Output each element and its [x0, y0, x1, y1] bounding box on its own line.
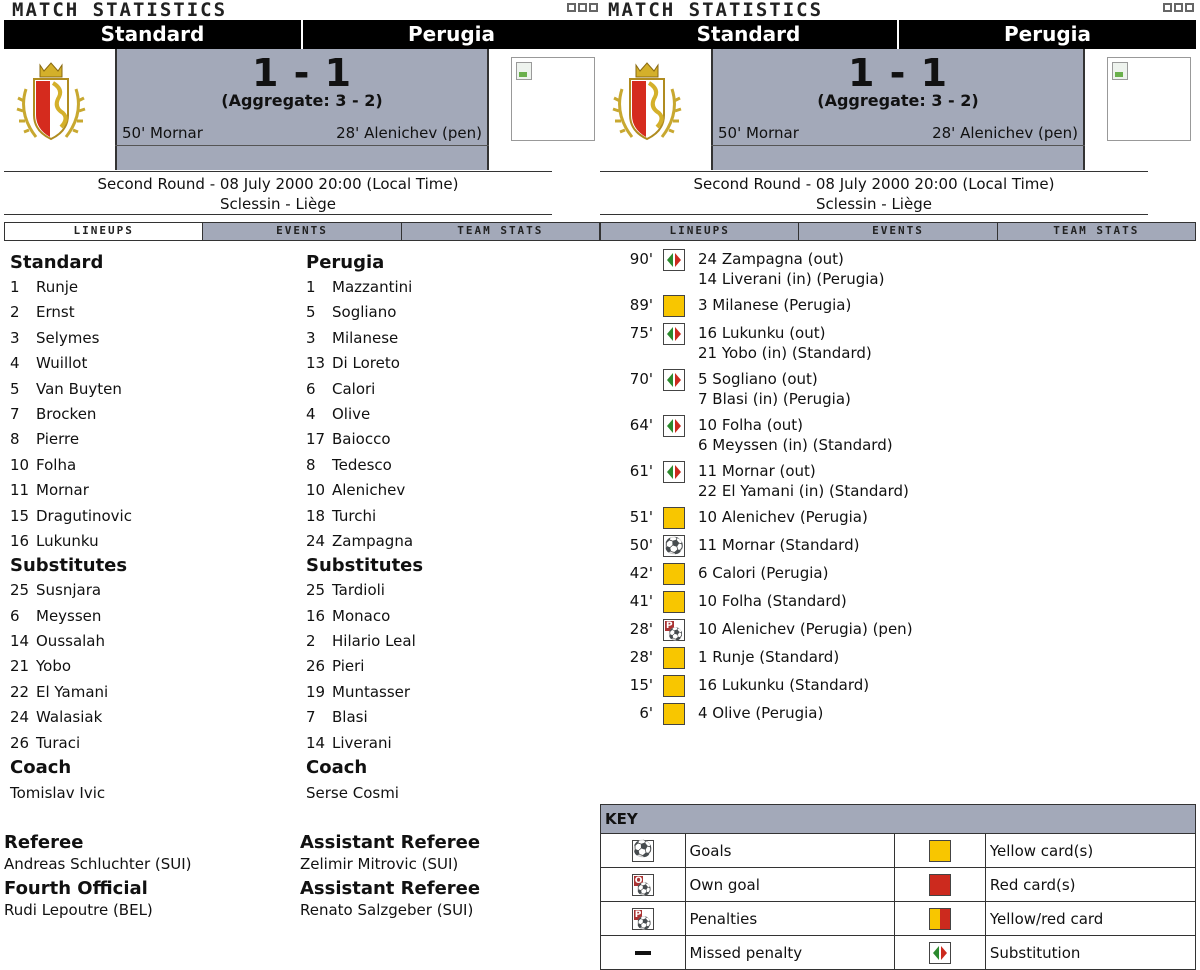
substitute-row[interactable]	[10, 578, 300, 603]
scorers-row	[122, 124, 482, 142]
player-row[interactable]	[306, 402, 596, 427]
player-name: Di Loreto	[332, 354, 400, 373]
home-team-heading: Standard	[10, 252, 104, 273]
player-row[interactable]	[306, 529, 596, 554]
official-role: Assistant Referee	[300, 878, 481, 899]
yellow-card-icon	[663, 703, 685, 725]
player-name: Blasi	[332, 708, 368, 727]
player-row[interactable]	[10, 478, 300, 503]
match-stats-events-panel	[600, 0, 1196, 970]
score-panel	[711, 49, 1085, 170]
substitution-icon	[663, 369, 685, 391]
player-number: 1	[10, 278, 20, 296]
substitute-row[interactable]	[306, 578, 596, 603]
page-title: MATCH STATISTICS	[608, 0, 824, 21]
window-controls	[1163, 3, 1194, 12]
player-name: Milanese	[332, 328, 399, 347]
key-label: Own goal	[685, 868, 895, 902]
event-description	[698, 675, 869, 697]
home-team-name[interactable]: Standard	[4, 20, 303, 49]
player-row[interactable]	[10, 504, 300, 529]
event-row[interactable]	[600, 461, 1196, 501]
home-lineup	[10, 251, 300, 806]
event-description	[698, 369, 851, 409]
window-button-icon[interactable]	[567, 3, 576, 12]
official-name[interactable]: Zelimir Mitrovic (SUI)	[300, 855, 459, 873]
player-number: 11	[10, 481, 30, 500]
event-text-secondary: 22 El Yamani (in) (Standard)	[698, 482, 909, 500]
player-number: 4	[10, 354, 20, 373]
player-row[interactable]	[10, 326, 300, 351]
window-button-icon[interactable]	[589, 3, 598, 12]
player-number: 17	[306, 430, 326, 449]
official-name[interactable]: Rudi Lepoutre (BEL)	[4, 901, 153, 919]
player-name: Pieri	[332, 657, 365, 676]
yellow-card-icon	[663, 507, 685, 529]
match-info	[4, 171, 552, 215]
venue: Sclessin - Liège	[4, 194, 552, 215]
window-controls	[567, 3, 598, 12]
player-number: 14	[10, 632, 30, 651]
substitution-icon	[929, 942, 951, 964]
event-description	[698, 323, 872, 363]
substitute-row[interactable]	[10, 731, 300, 756]
player-number: 2	[10, 303, 20, 322]
player-number: 6	[306, 379, 316, 398]
away-team-name[interactable]: Perugia	[1004, 22, 1091, 46]
yellow-card-icon	[663, 675, 685, 697]
event-text: 24 Zampagna (out)	[698, 250, 844, 268]
player-row[interactable]	[10, 377, 300, 402]
round-date: Second Round - 08 July 2000 20:00 (Local Time)	[97, 175, 459, 193]
substitute-row[interactable]	[306, 604, 596, 629]
event-row[interactable]	[600, 703, 1196, 725]
event-description	[698, 563, 828, 585]
away-team-crest	[1107, 57, 1191, 141]
event-description	[698, 535, 859, 557]
ball-icon: ⚽	[664, 536, 684, 555]
player-name: Turchi	[332, 506, 377, 525]
key-icon-cell	[895, 902, 985, 936]
player-name: Alenichev	[332, 481, 406, 500]
away-lineup	[306, 251, 596, 806]
player-row[interactable]	[10, 351, 300, 376]
player-number: 8	[306, 455, 316, 474]
event-minute: 28'	[629, 620, 653, 638]
event-description	[698, 295, 851, 317]
page-title: MATCH STATISTICS	[12, 0, 228, 21]
official-role: Fourth Official	[4, 878, 148, 899]
player-name: Meyssen	[36, 606, 102, 625]
event-text: 3 Milanese (Perugia)	[698, 296, 852, 314]
player-number: 7	[306, 708, 316, 727]
broken-image-icon	[516, 62, 532, 80]
yellow-card-icon	[663, 591, 685, 613]
player-name: Lukunku	[36, 531, 99, 550]
event-row[interactable]	[600, 675, 1196, 697]
key-icon-cell	[601, 868, 685, 902]
player-row[interactable]	[306, 300, 596, 325]
away-team-crest	[511, 57, 595, 141]
key-label: Red card(s)	[985, 868, 1195, 902]
event-minute: 6'	[639, 704, 653, 722]
event-row[interactable]	[600, 415, 1196, 455]
penalty-icon: P ⚽	[663, 619, 685, 641]
round-date: Second Round - 08 July 2000 20:00 (Local Time)	[693, 175, 1055, 193]
standard-crest-icon	[612, 59, 682, 145]
scorers-row	[718, 124, 1078, 142]
player-number: 13	[306, 354, 326, 373]
player-name: Yobo	[36, 657, 72, 676]
player-number: 3	[10, 328, 20, 347]
score-box	[4, 49, 600, 170]
event-row[interactable]	[600, 249, 1196, 289]
substitute-row[interactable]	[10, 654, 300, 679]
key-icon-cell	[895, 868, 985, 902]
player-number: 10	[306, 481, 326, 500]
substitutes-heading: Substitutes	[306, 555, 424, 577]
event-description	[698, 703, 823, 725]
yellow-card-icon	[929, 840, 951, 862]
player-number: 1	[306, 278, 316, 296]
player-row[interactable]	[306, 478, 596, 503]
window-button-icon[interactable]	[1174, 3, 1183, 12]
substitute-row[interactable]	[10, 604, 300, 629]
player-number: 19	[306, 682, 326, 701]
player-number: 3	[306, 328, 316, 347]
event-text: 6 Calori (Perugia)	[698, 564, 829, 582]
tab-lineups[interactable]: LINEUPS	[601, 223, 798, 240]
key-row	[601, 868, 1195, 902]
player-name: Pierre	[36, 430, 80, 449]
tab-events[interactable]: EVENTS	[798, 223, 996, 240]
substitute-row[interactable]	[10, 680, 300, 705]
yellow-card-icon	[663, 647, 685, 669]
key-icon-cell	[895, 834, 985, 868]
player-name: Runje	[36, 278, 79, 296]
player-row[interactable]	[306, 453, 596, 478]
event-minute: 28'	[629, 648, 653, 666]
event-text: 10 Alenichev (Perugia) (pen)	[698, 620, 913, 638]
aggregate-score: (Aggregate: 3 - 2)	[221, 91, 383, 110]
final-score: 1 - 1	[251, 51, 353, 95]
event-minute: 41'	[629, 592, 653, 610]
key-label: Yellow/red card	[985, 902, 1195, 936]
player-row[interactable]	[10, 453, 300, 478]
substitute-row[interactable]	[306, 680, 596, 705]
player-name: Monaco	[332, 606, 391, 625]
player-number: 7	[10, 404, 20, 423]
event-text: 1 Runje (Standard)	[698, 648, 840, 666]
tab-lineups[interactable]: LINEUPS	[5, 223, 202, 240]
key-icon-cell	[601, 834, 685, 868]
player-row[interactable]	[306, 351, 596, 376]
officials	[4, 832, 600, 924]
player-number: 8	[10, 430, 20, 449]
player-name: Folha	[36, 455, 77, 474]
home-scorers: 50' Mornar	[122, 124, 203, 142]
coach-name[interactable]: Tomislav Ivic	[10, 784, 106, 803]
coach-name[interactable]: Serse Cosmi	[306, 784, 399, 803]
missed-penalty-icon	[632, 942, 654, 964]
player-row[interactable]	[10, 300, 300, 325]
player-row[interactable]	[306, 377, 596, 402]
substitute-row[interactable]	[306, 731, 596, 756]
player-number: 24	[306, 531, 326, 550]
events-list	[600, 249, 1196, 725]
home-scorers: 50' Mornar	[718, 124, 799, 142]
event-description	[698, 619, 913, 641]
player-row[interactable]	[10, 427, 300, 452]
score-panel	[115, 49, 489, 170]
teams-bar	[600, 20, 1196, 49]
player-name: Hilario Leal	[332, 632, 416, 651]
window-button-icon[interactable]	[1163, 3, 1172, 12]
event-row[interactable]	[600, 535, 1196, 557]
tab-bar	[4, 222, 600, 241]
window-button-icon[interactable]	[1185, 3, 1194, 12]
away-scorers: 28' Alenichev (pen)	[336, 124, 482, 142]
key-title: KEY	[601, 805, 1195, 834]
substitution-icon	[663, 461, 685, 483]
event-text: 4 Olive (Perugia)	[698, 704, 824, 722]
teams-bar	[4, 20, 600, 49]
event-minute: 50'	[629, 536, 653, 554]
aggregate-score: (Aggregate: 3 - 2)	[817, 91, 979, 110]
event-text: 10 Alenichev (Perugia)	[698, 508, 868, 526]
player-number: 26	[306, 657, 326, 676]
player-name: Walasiak	[36, 708, 103, 727]
official-name[interactable]: Renato Salzgeber (SUI)	[300, 901, 474, 919]
player-name: Wuillot	[36, 354, 88, 373]
player-row[interactable]	[10, 402, 300, 427]
own-goal-icon: O ⚽	[632, 874, 654, 896]
event-text: 16 Lukunku (out)	[698, 324, 826, 342]
player-number: 25	[10, 581, 30, 600]
event-row[interactable]	[600, 369, 1196, 409]
tab-bar	[600, 222, 1196, 241]
player-number: 16	[10, 531, 30, 550]
event-minute: 42'	[629, 564, 653, 582]
event-row[interactable]	[600, 591, 1196, 613]
player-number: 6	[10, 606, 20, 625]
key-icon-cell	[895, 936, 985, 970]
player-name: Zampagna	[332, 531, 414, 550]
key-row	[601, 902, 1195, 936]
player-row[interactable]	[306, 326, 596, 351]
player-row[interactable]	[10, 275, 300, 300]
title-bar	[4, 0, 600, 20]
player-name: Mornar	[36, 481, 89, 500]
player-number: 14	[306, 733, 326, 752]
player-number: 15	[10, 506, 30, 525]
player-number: 21	[10, 657, 30, 676]
substitution-icon	[663, 323, 685, 345]
event-description	[698, 591, 847, 613]
broken-image-icon	[1112, 62, 1128, 80]
event-row[interactable]	[600, 295, 1196, 317]
player-row[interactable]	[306, 504, 596, 529]
key-table	[601, 834, 1195, 969]
event-description	[698, 415, 893, 455]
player-name: Mazzantini	[332, 278, 413, 296]
event-text: 11 Mornar (out)	[698, 462, 816, 480]
event-text-secondary: 7 Blasi (in) (Perugia)	[698, 390, 851, 408]
substitute-row[interactable]	[10, 629, 300, 654]
event-minute: 90'	[629, 250, 653, 268]
key-label: Goals	[685, 834, 895, 868]
match-stats-lineups-panel	[4, 0, 600, 970]
player-number: 4	[306, 404, 316, 423]
event-description	[698, 249, 884, 289]
player-name: Sogliano	[332, 303, 397, 322]
key-row	[601, 834, 1195, 868]
event-minute: 89'	[629, 296, 653, 314]
player-number: 5	[306, 303, 316, 322]
player-name: Olive	[332, 404, 371, 423]
lineups	[4, 241, 600, 801]
event-text-secondary: 21 Yobo (in) (Standard)	[698, 344, 872, 362]
event-row[interactable]	[600, 619, 1196, 641]
player-name: Susnjara	[36, 581, 102, 600]
away-team-heading: Perugia	[306, 252, 385, 273]
event-minute: 61'	[629, 462, 653, 480]
coach-heading: Coach	[10, 757, 72, 779]
key-icon-cell	[601, 902, 685, 936]
substitute-row[interactable]	[10, 705, 300, 730]
player-number: 18	[306, 506, 326, 525]
red-card-icon	[929, 874, 951, 896]
player-name: Turaci	[36, 733, 81, 752]
event-text: 11 Mornar (Standard)	[698, 536, 860, 554]
player-name: Tedesco	[332, 455, 392, 474]
yellow-card-icon	[663, 563, 685, 585]
yellow-red-card-icon	[929, 908, 951, 930]
event-text: 5 Sogliano (out)	[698, 370, 818, 388]
penalty-icon: P ⚽	[632, 908, 654, 930]
player-name: Dragutinovic	[36, 506, 132, 525]
tab-events[interactable]: EVENTS	[202, 223, 400, 240]
event-row[interactable]	[600, 647, 1196, 669]
key-label: Penalties	[685, 902, 895, 936]
player-row[interactable]	[306, 427, 596, 452]
yellow-card-icon	[663, 295, 685, 317]
key-label: Yellow card(s)	[985, 834, 1195, 868]
official-name[interactable]: Andreas Schluchter (SUI)	[4, 855, 192, 873]
substitutes-heading: Substitutes	[10, 555, 128, 577]
window-button-icon[interactable]	[578, 3, 587, 12]
player-number: 22	[10, 682, 30, 701]
player-name: El Yamani	[36, 682, 109, 701]
key-label: Missed penalty	[685, 936, 895, 970]
player-name: Brocken	[36, 404, 97, 423]
coach-heading: Coach	[306, 757, 368, 779]
player-number: 10	[10, 455, 30, 474]
tab-team-stats[interactable]: TEAM STATS	[401, 223, 599, 240]
event-row[interactable]	[600, 563, 1196, 585]
player-name: Oussalah	[36, 632, 106, 651]
event-description	[698, 507, 868, 529]
player-row[interactable]	[10, 529, 300, 554]
event-text: 16 Lukunku (Standard)	[698, 676, 870, 694]
player-name: Liverani	[332, 733, 392, 752]
key-label: Substitution	[985, 936, 1195, 970]
player-number: 25	[306, 581, 326, 600]
event-minute: 70'	[629, 370, 653, 388]
final-score: 1 - 1	[847, 51, 949, 95]
event-row[interactable]	[600, 323, 1196, 363]
event-text-secondary: 14 Liverani (in) (Perugia)	[698, 270, 885, 288]
player-name: Muntasser	[332, 682, 411, 701]
substitution-icon	[663, 249, 685, 271]
official-role: Referee	[4, 832, 84, 853]
event-description	[698, 461, 909, 501]
official-role: Assistant Referee	[300, 832, 481, 853]
venue: Sclessin - Liège	[600, 194, 1148, 215]
ball-icon: ⚽	[632, 840, 654, 862]
event-minute: 75'	[629, 324, 653, 342]
player-name: Van Buyten	[36, 379, 122, 398]
event-minute: 15'	[629, 676, 653, 694]
match-info	[600, 171, 1148, 215]
tab-team-stats[interactable]: TEAM STATS	[997, 223, 1195, 240]
substitute-row[interactable]	[306, 629, 596, 654]
event-text-secondary: 6 Meyssen (in) (Standard)	[698, 436, 893, 454]
away-scorers: 28' Alenichev (pen)	[932, 124, 1078, 142]
player-number: 5	[10, 379, 20, 398]
player-name: Ernst	[36, 303, 75, 322]
player-row[interactable]	[306, 275, 596, 300]
player-number: 26	[10, 733, 30, 752]
legend-key	[600, 804, 1196, 970]
score-box	[600, 49, 1196, 170]
player-name: Baiocco	[332, 430, 391, 449]
event-description	[698, 647, 839, 669]
key-row	[601, 936, 1195, 970]
event-text: 10 Folha (Standard)	[698, 592, 847, 610]
event-row[interactable]	[600, 507, 1196, 529]
player-name: Tardioli	[332, 581, 385, 600]
player-number: 2	[306, 632, 316, 651]
player-name: Selymes	[36, 328, 100, 347]
player-number: 16	[306, 606, 326, 625]
away-team-name[interactable]: Perugia	[408, 22, 495, 46]
standard-crest-icon	[16, 59, 86, 145]
key-icon-cell	[601, 936, 685, 970]
player-number: 24	[10, 708, 30, 727]
divider	[115, 145, 489, 146]
event-text: 10 Folha (out)	[698, 416, 804, 434]
home-team-name[interactable]: Standard	[600, 20, 899, 49]
substitute-row[interactable]	[306, 705, 596, 730]
substitute-row[interactable]	[306, 654, 596, 679]
event-minute: 64'	[629, 416, 653, 434]
divider	[711, 145, 1085, 146]
event-minute: 51'	[629, 508, 653, 526]
substitution-icon	[663, 415, 685, 437]
player-name: Calori	[332, 379, 376, 398]
title-bar	[600, 0, 1196, 20]
